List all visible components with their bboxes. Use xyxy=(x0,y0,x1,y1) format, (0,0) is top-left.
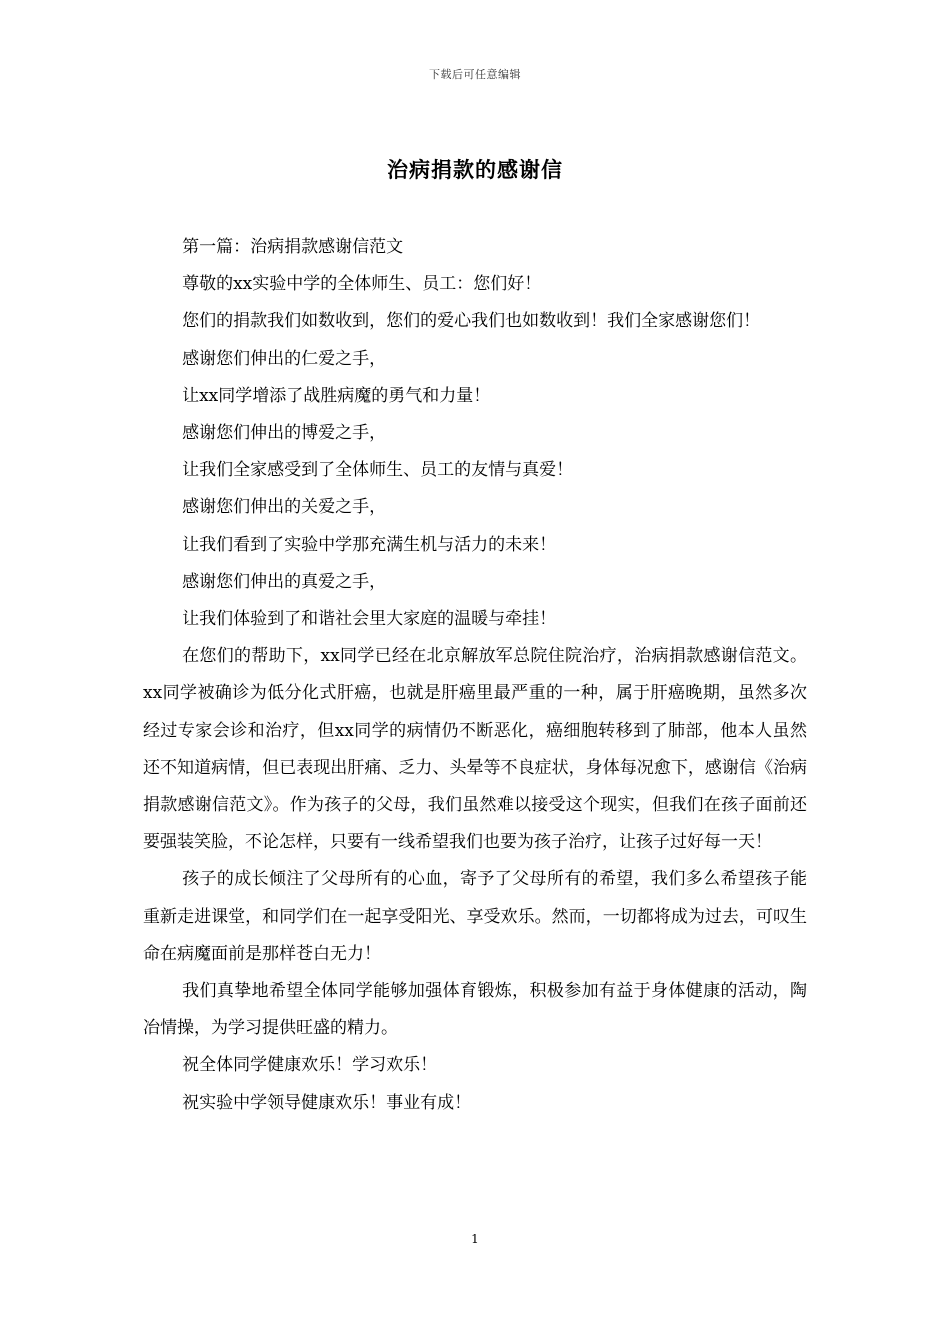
header-note: 下载后可任意编辑 xyxy=(429,68,521,81)
paragraph: 我们真挚地希望全体同学能够加强体育锻炼，积极参加有益于身体健康的活动，陶冶情操，为学习提供旺盛的精力。 xyxy=(143,981,807,1039)
paragraph: 感谢您们伸出的博爱之手， xyxy=(182,423,387,444)
paragraph-salutation: 尊敬的xx实验中学的全体师生、员工：您们好！ xyxy=(182,274,542,295)
document-title: 治病捐款的感谢信 xyxy=(387,158,563,182)
paragraph: 让xx同学增添了战胜病魔的勇气和力量！ xyxy=(182,385,491,406)
paragraph: 让我们看到了实验中学那充满生机与活力的未来！ xyxy=(182,534,557,555)
paragraph: 感谢您们伸出的真爱之手， xyxy=(182,571,387,592)
paragraph: 让我们全家感受到了全体师生、员工的友情与真爱！ xyxy=(182,460,574,481)
paragraph-section-heading: 第一篇：治病捐款感谢信范文 xyxy=(182,237,404,257)
paragraph: 在您们的帮助下，xx同学已经在北京解放军总院住院治疗，治病捐款感谢信范文。xx同学被确诊为低分化式肝癌，也就是肝癌里最严重的一种，属于肝癌晚期，虽然多次经过专家会诊和治疗，但xx同学的病情仍不断恶化，癌细胞转移到了肺部，他本人虽然还不知道病情，但已表现出肝痛、乏力、头晕等不良症状，身体每况愈下，感谢信《治病捐款感谢信范文》。作为孩子的父母，我们虽然难以接受这个现实，但我们在孩子面前还要强装笑脸，不论怎样，只要有一线希望我们也要为孩子治疗，让孩子过好每一天！ xyxy=(143,646,807,853)
paragraph: 让我们体验到了和谐社会里大家庭的温暖与牵挂！ xyxy=(182,609,557,630)
paragraph: 感谢您们伸出的关爱之手， xyxy=(182,497,387,518)
paragraph: 孩子的成长倾注了父母所有的心血，寄予了父母所有的希望，我们多么希望孩子能重新走进课堂，和同学们在一起享受阳光、享受欢乐。然而，一切都将成为过去，可叹生命在病魔面前是那样苍白无力！ xyxy=(143,869,807,964)
page-number: 1 xyxy=(471,1232,479,1246)
paragraph: 您们的捐款我们如数收到，您们的爱心我们也如数收到！我们全家感谢您们！ xyxy=(182,311,761,332)
letter-body xyxy=(143,229,807,1122)
paragraph-closing: 祝实验中学领导健康欢乐！事业有成！ xyxy=(182,1092,472,1113)
paragraph-closing: 祝全体同学健康欢乐！学习欢乐！ xyxy=(182,1055,438,1076)
paragraph: 感谢您们伸出的仁爱之手， xyxy=(182,348,387,369)
